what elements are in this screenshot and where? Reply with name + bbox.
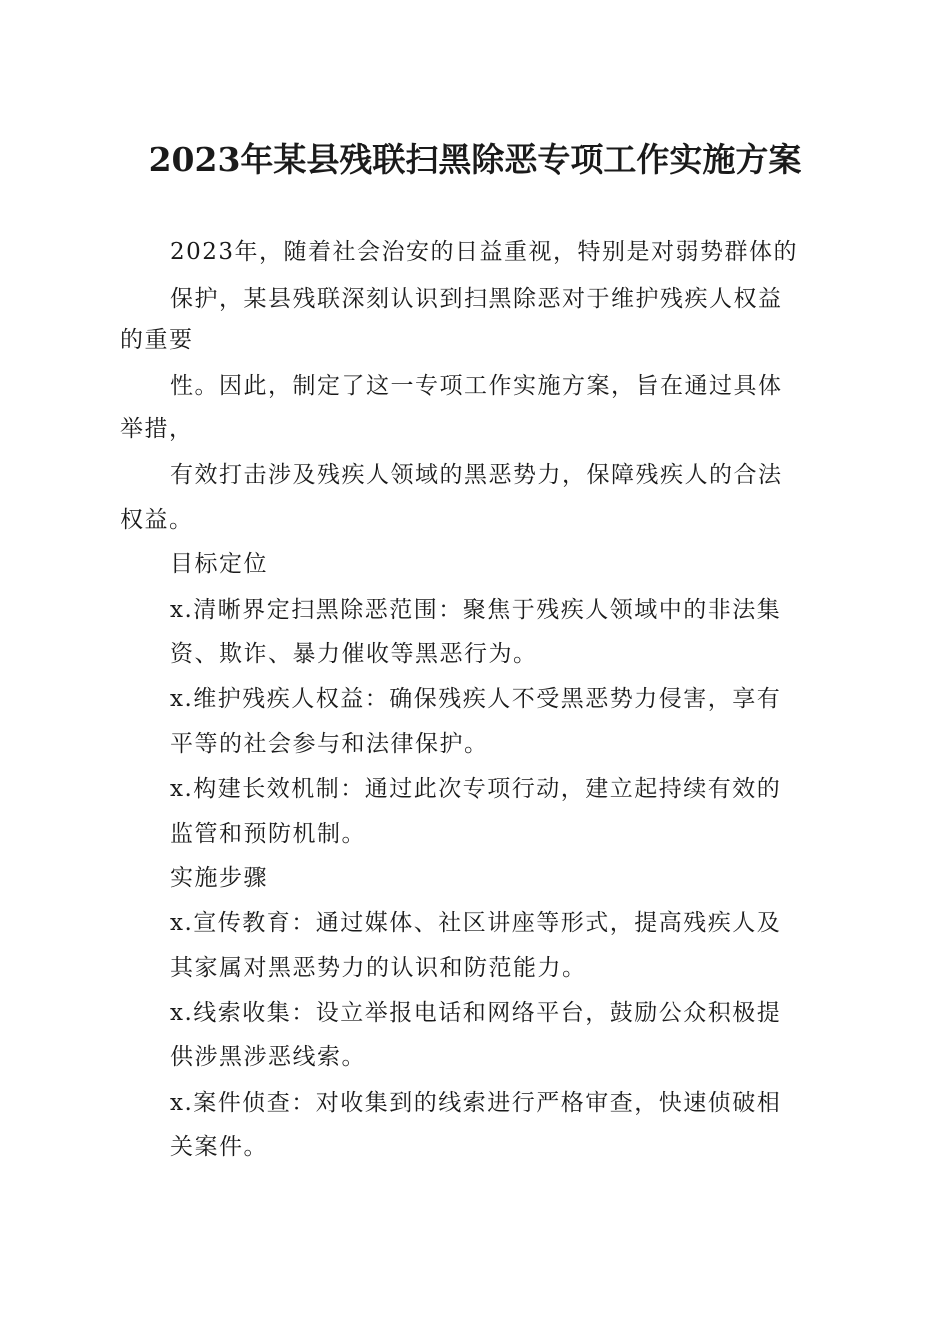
paragraph-line: 2023年，随着社会治安的日益重视，特别是对弱势群体的 xyxy=(170,239,799,265)
list-item-line: x.线索收集：设立举报电话和网络平台，鼓励公众积极提 xyxy=(170,1000,782,1026)
list-item-line: 平等的社会参与和法律保护。 xyxy=(170,731,489,757)
section-heading-steps: 实施步骤 xyxy=(170,865,268,891)
paragraph-line: 权益。 xyxy=(120,507,194,533)
list-item-line: 其家属对黑恶势力的认识和防范能力。 xyxy=(170,955,587,981)
paragraph-line: 性。因此，制定了这一专项工作实施方案，旨在通过具体 xyxy=(170,373,783,399)
document-title: 2023年某县残联扫黑除恶专项工作实施方案 xyxy=(148,140,802,179)
paragraph-line: 保护，某县残联深刻认识到扫黑除恶对于维护残疾人权益 xyxy=(170,286,783,312)
section-heading-goals: 目标定位 xyxy=(170,551,268,577)
list-item-line: x.宣传教育：通过媒体、社区讲座等形式，提高残疾人及 xyxy=(170,910,782,936)
list-item-line: 关案件。 xyxy=(170,1134,268,1160)
list-item-line: x.清晰界定扫黑除恶范围：聚焦于残疾人领域中的非法集 xyxy=(170,597,782,623)
list-item-line: x.案件侦查：对收集到的线索进行严格审查，快速侦破相 xyxy=(170,1090,782,1116)
paragraph-line: 有效打击涉及残疾人领域的黑恶势力，保障残疾人的合法 xyxy=(170,462,783,488)
list-item-line: x.构建长效机制：通过此次专项行动，建立起持续有效的 xyxy=(170,776,782,802)
paragraph-line: 举措， xyxy=(120,416,194,442)
list-item-line: 监管和预防机制。 xyxy=(170,821,366,847)
list-item-line: 资、欺诈、暴力催收等黑恶行为。 xyxy=(170,641,538,667)
list-item-line: x.维护残疾人权益：确保残疾人不受黑恶势力侵害，享有 xyxy=(170,686,782,712)
list-item-line: 供涉黑涉恶线索。 xyxy=(170,1044,366,1070)
paragraph-line: 的重要 xyxy=(120,327,194,353)
